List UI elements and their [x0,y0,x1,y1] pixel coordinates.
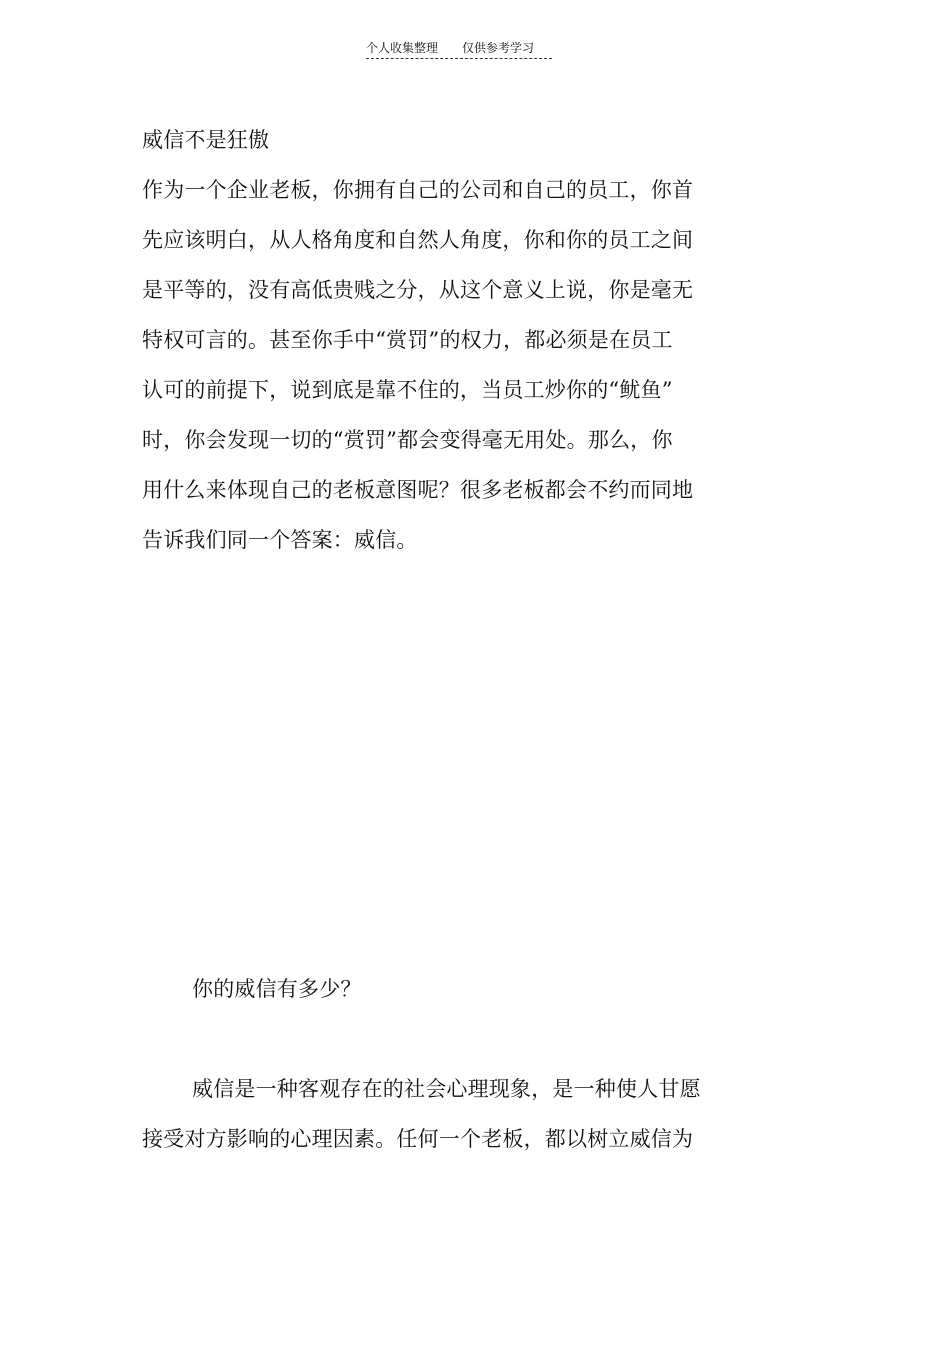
header-left-text: 个人收集整理 [366,41,439,55]
section1-line: 时，你会发现一切的“赏罚”都会变得毫无用处。那么，你 [142,428,673,452]
section1-paragraph [142,165,722,565]
section1-line: 特权可言的。甚至你手中“赏罚”的权力，都必须是在员工 [142,328,673,352]
section1-line: 用什么来体现自己的老板意图呢？很多老板都会不约而同地 [142,478,694,502]
section1-line: 认可的前提下，说到底是靠不住的，当员工炒你的“鱿鱼” [142,378,673,402]
header-right-text: 仅供参考学习 [462,41,535,55]
header-gap [438,38,462,58]
section1-line: 先应该明白，从人格角度和自然人角度，你和你的员工之间 [142,228,694,252]
section2-title: 你的威信有多少？ [192,977,362,1001]
section1-line: 作为一个企业老板，你拥有自己的公司和自己的员工，你首 [142,178,694,202]
section1-title: 威信不是狂傲 [142,128,270,152]
section2-paragraph [142,1064,722,1164]
section1-title-block [142,115,722,165]
section1-line: 是平等的，没有高低贵贱之分，从这个意义上说，你是毫无 [142,278,694,302]
section2-title-block [192,964,772,1014]
section2-line: 接受对方影响的心理因素。任何一个老板，都以树立威信为 [142,1127,694,1151]
section2-line: 威信是一种客观存在的社会心理现象，是一种使人甘愿 [192,1077,701,1101]
section1-line: 告诉我们同一个答案：威信。 [142,528,418,552]
page-header [366,38,552,59]
